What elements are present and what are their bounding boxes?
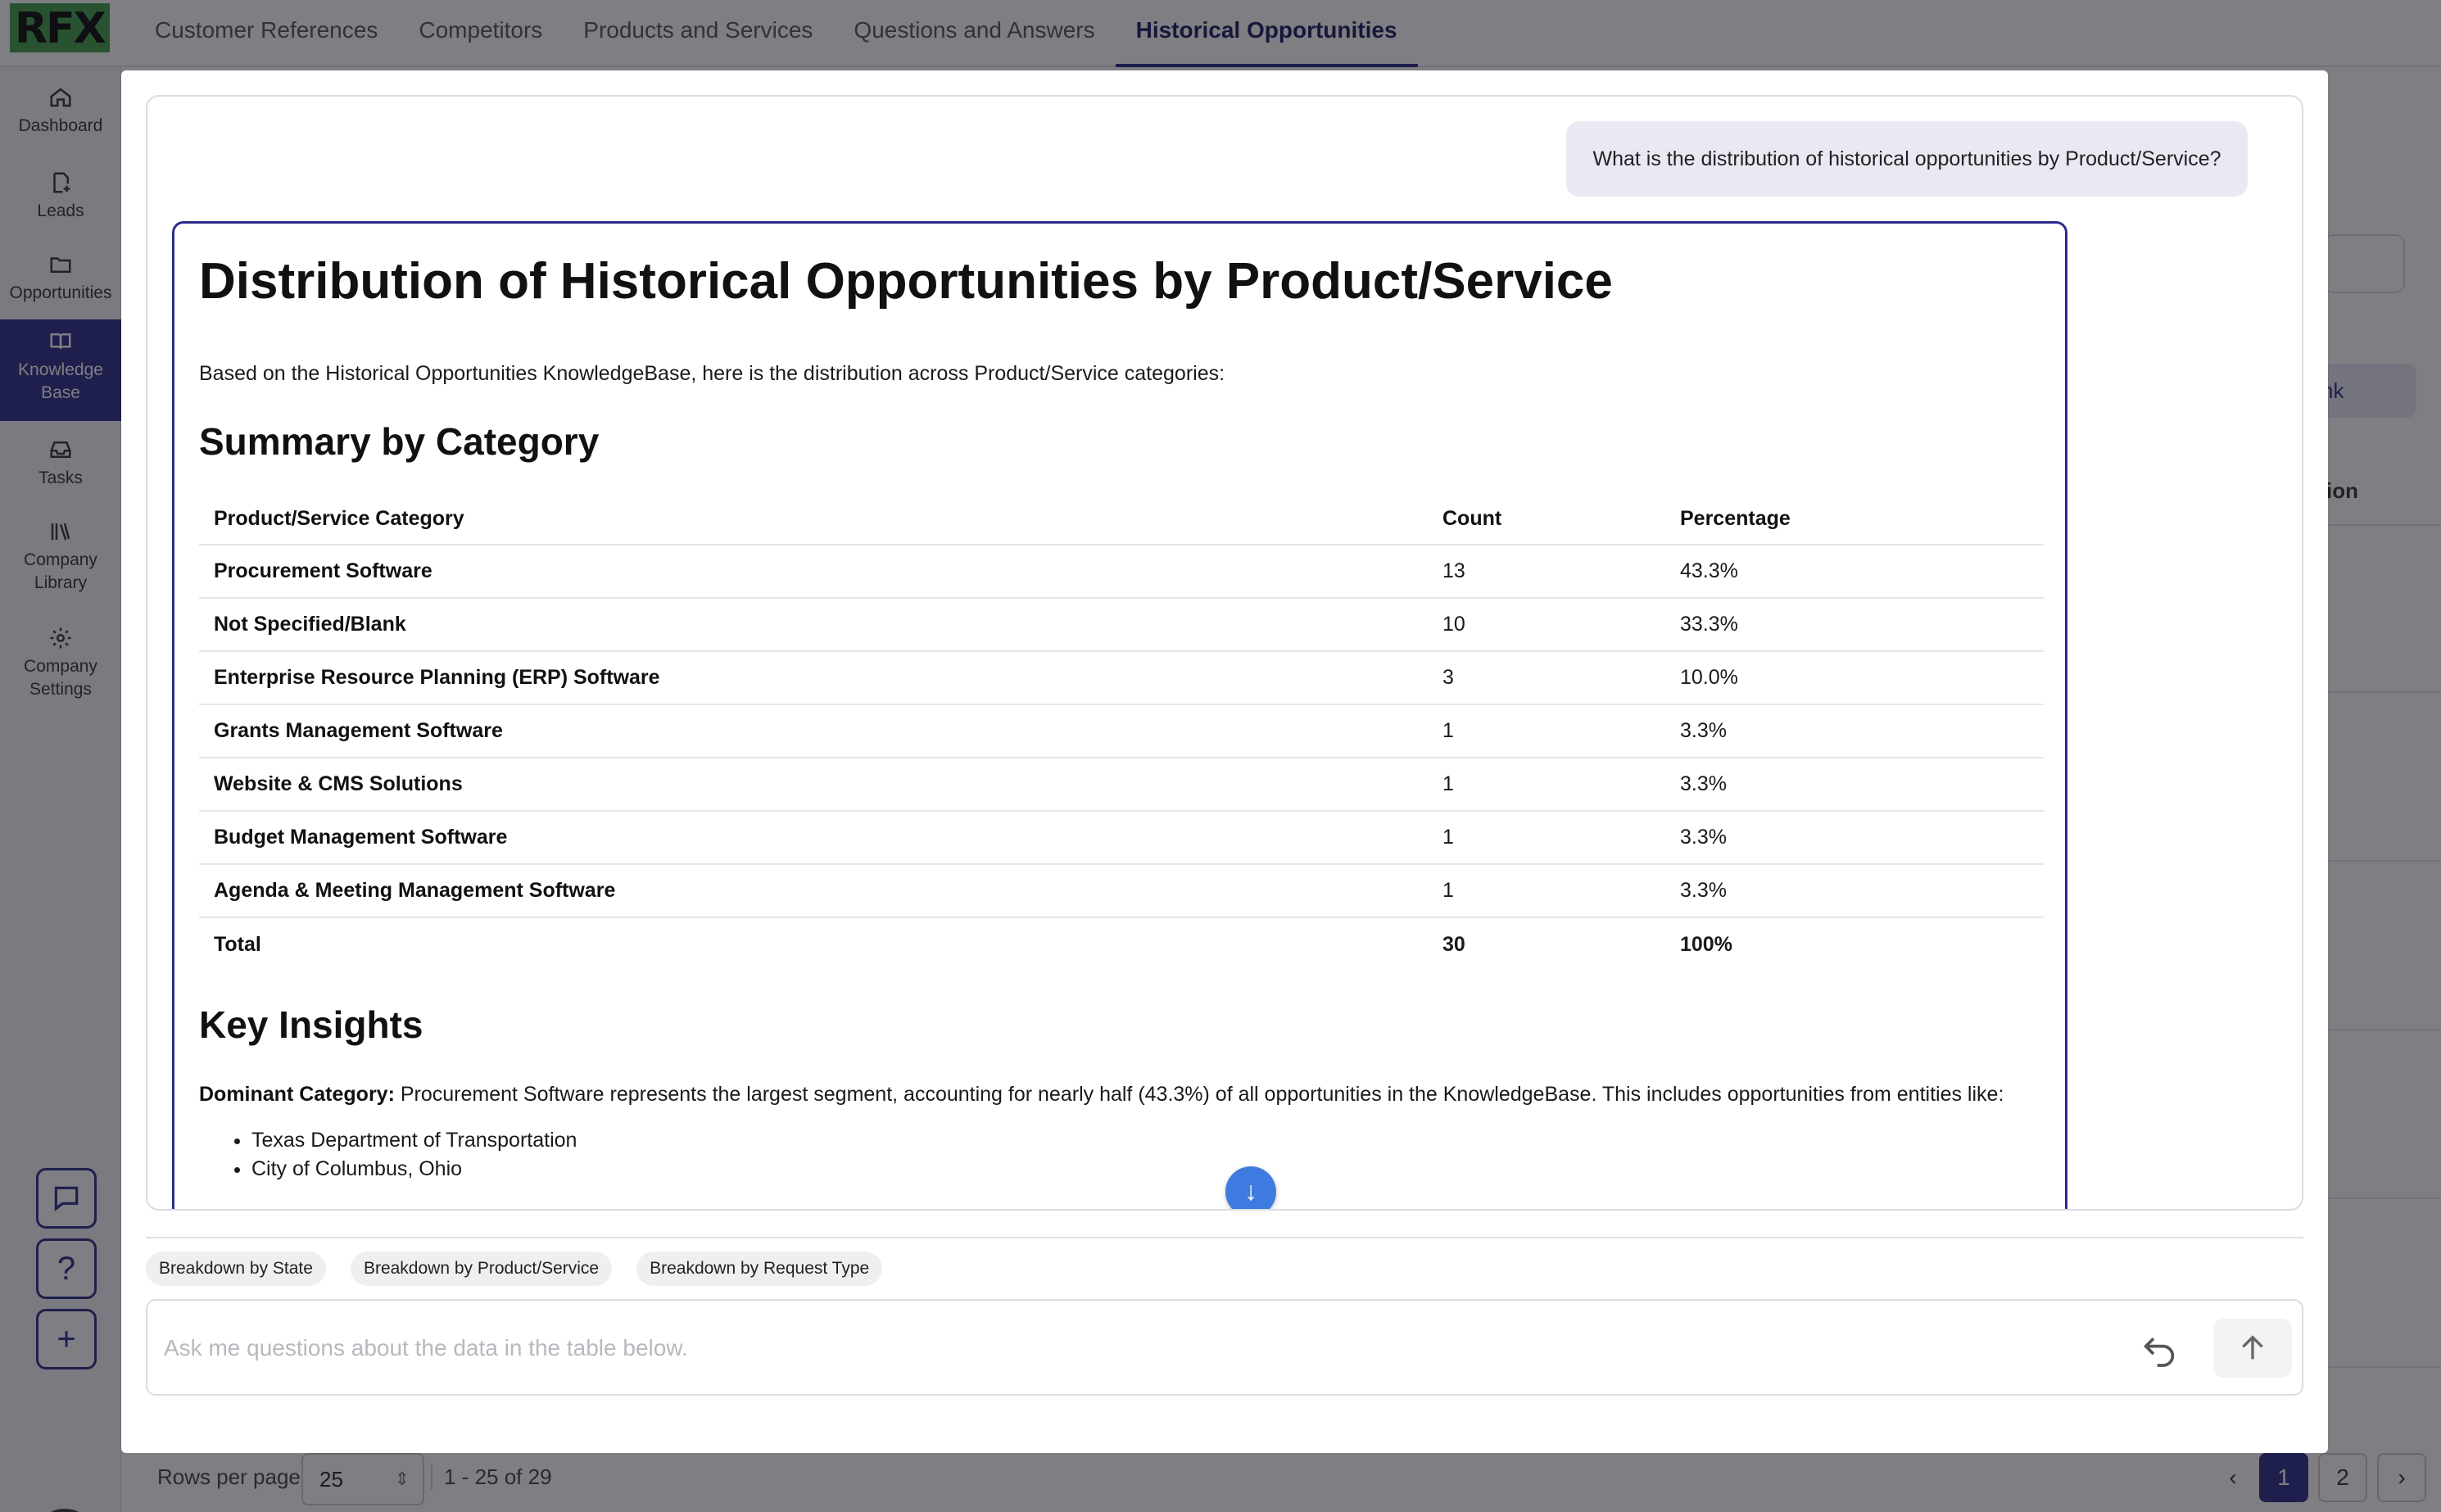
arrow-down-icon: ↓: [1244, 1176, 1257, 1206]
chat-history[interactable]: [146, 95, 2303, 1211]
category-cell: Budget Management Software: [199, 811, 1428, 864]
category-cell: Website & CMS Solutions: [199, 758, 1428, 811]
distribution-table: [199, 494, 2044, 971]
percentage-cell: 33.3%: [1665, 598, 2044, 651]
count-cell: 1: [1428, 704, 1665, 758]
column-header-category: Product/Service Category: [199, 494, 1428, 545]
count-cell: 1: [1428, 811, 1665, 864]
percentage-cell: 3.3%: [1665, 758, 2044, 811]
table-row: [199, 864, 2044, 917]
undo-button[interactable]: [2136, 1325, 2182, 1371]
percentage-cell: 3.3%: [1665, 704, 2044, 758]
category-cell: Agenda & Meeting Management Software: [199, 864, 1428, 917]
percentage-cell: 3.3%: [1665, 811, 2044, 864]
table-row: [199, 545, 2044, 598]
scroll-to-bottom-button[interactable]: [1225, 1166, 1276, 1211]
send-button[interactable]: [2213, 1319, 2292, 1378]
table-row: [199, 598, 2044, 651]
suggestion-chips: [146, 1252, 882, 1286]
total-count-cell: 30: [1442, 932, 1465, 956]
list-item: • Texas Department of Transportation: [251, 1126, 2040, 1155]
summary-heading: Summary by Category: [199, 420, 600, 463]
insight-text: Procurement Software represents the largest segment, accounting for nearly half (43.3%) of all opportunities in the KnowledgeBase. This includes opportunities from entities like:: [394, 1083, 2004, 1106]
arrow-up-icon: [2236, 1332, 2269, 1365]
percentage-cell: 43.3%: [1665, 545, 2044, 598]
total-label-cell: Total: [214, 932, 261, 956]
answer-title: Distribution of Historical Opportunities by Product/Service: [199, 253, 1613, 310]
insight-paragraph: [199, 1080, 2040, 1108]
column-header-percentage: Percentage: [1665, 494, 2044, 545]
chat-input[interactable]: [164, 1325, 2130, 1371]
insights-heading: Key Insights: [199, 1003, 423, 1046]
table-header-row: [199, 494, 2044, 545]
percentage-cell: 3.3%: [1665, 864, 2044, 917]
total-percentage-cell: 100%: [1680, 932, 1732, 956]
count-cell: 1: [1428, 758, 1665, 811]
count-cell: 3: [1428, 651, 1665, 704]
table-row: [199, 651, 2044, 704]
category-cell: Procurement Software: [199, 545, 1428, 598]
divider: [146, 1237, 2303, 1238]
answer-intro: Based on the Historical Opportunities KnowledgeBase, here is the distribution across Product/Service categories:: [199, 362, 1225, 385]
chat-modal: [121, 70, 2328, 1453]
percentage-cell: 10.0%: [1665, 651, 2044, 704]
suggestion-breakdown-by-product-service[interactable]: Breakdown by Product/Service: [351, 1252, 612, 1286]
insight-label: Dominant Category:: [199, 1083, 395, 1106]
entity-list: [251, 1126, 2040, 1184]
count-cell: 1: [1428, 864, 1665, 917]
table-row: [199, 704, 2044, 758]
suggestion-breakdown-by-request-type[interactable]: Breakdown by Request Type: [636, 1252, 882, 1286]
user-message: What is the distribution of historical opportunities by Product/Service?: [1566, 121, 2248, 197]
suggestion-breakdown-by-state[interactable]: Breakdown by State: [146, 1252, 326, 1286]
undo-icon: [2136, 1360, 2182, 1374]
table-total-row: [199, 917, 2044, 971]
count-cell: 13: [1428, 545, 1665, 598]
chat-input-box: [146, 1299, 2303, 1396]
category-cell: Enterprise Resource Planning (ERP) Software: [199, 651, 1428, 704]
category-cell: Grants Management Software: [199, 704, 1428, 758]
list-item: • City of Columbus, Ohio: [251, 1155, 2040, 1184]
table-row: [199, 811, 2044, 864]
column-header-count: Count: [1428, 494, 1665, 545]
count-cell: 10: [1428, 598, 1665, 651]
category-cell: Not Specified/Blank: [199, 598, 1428, 651]
assistant-answer: [172, 221, 2067, 1211]
table-row: [199, 758, 2044, 811]
